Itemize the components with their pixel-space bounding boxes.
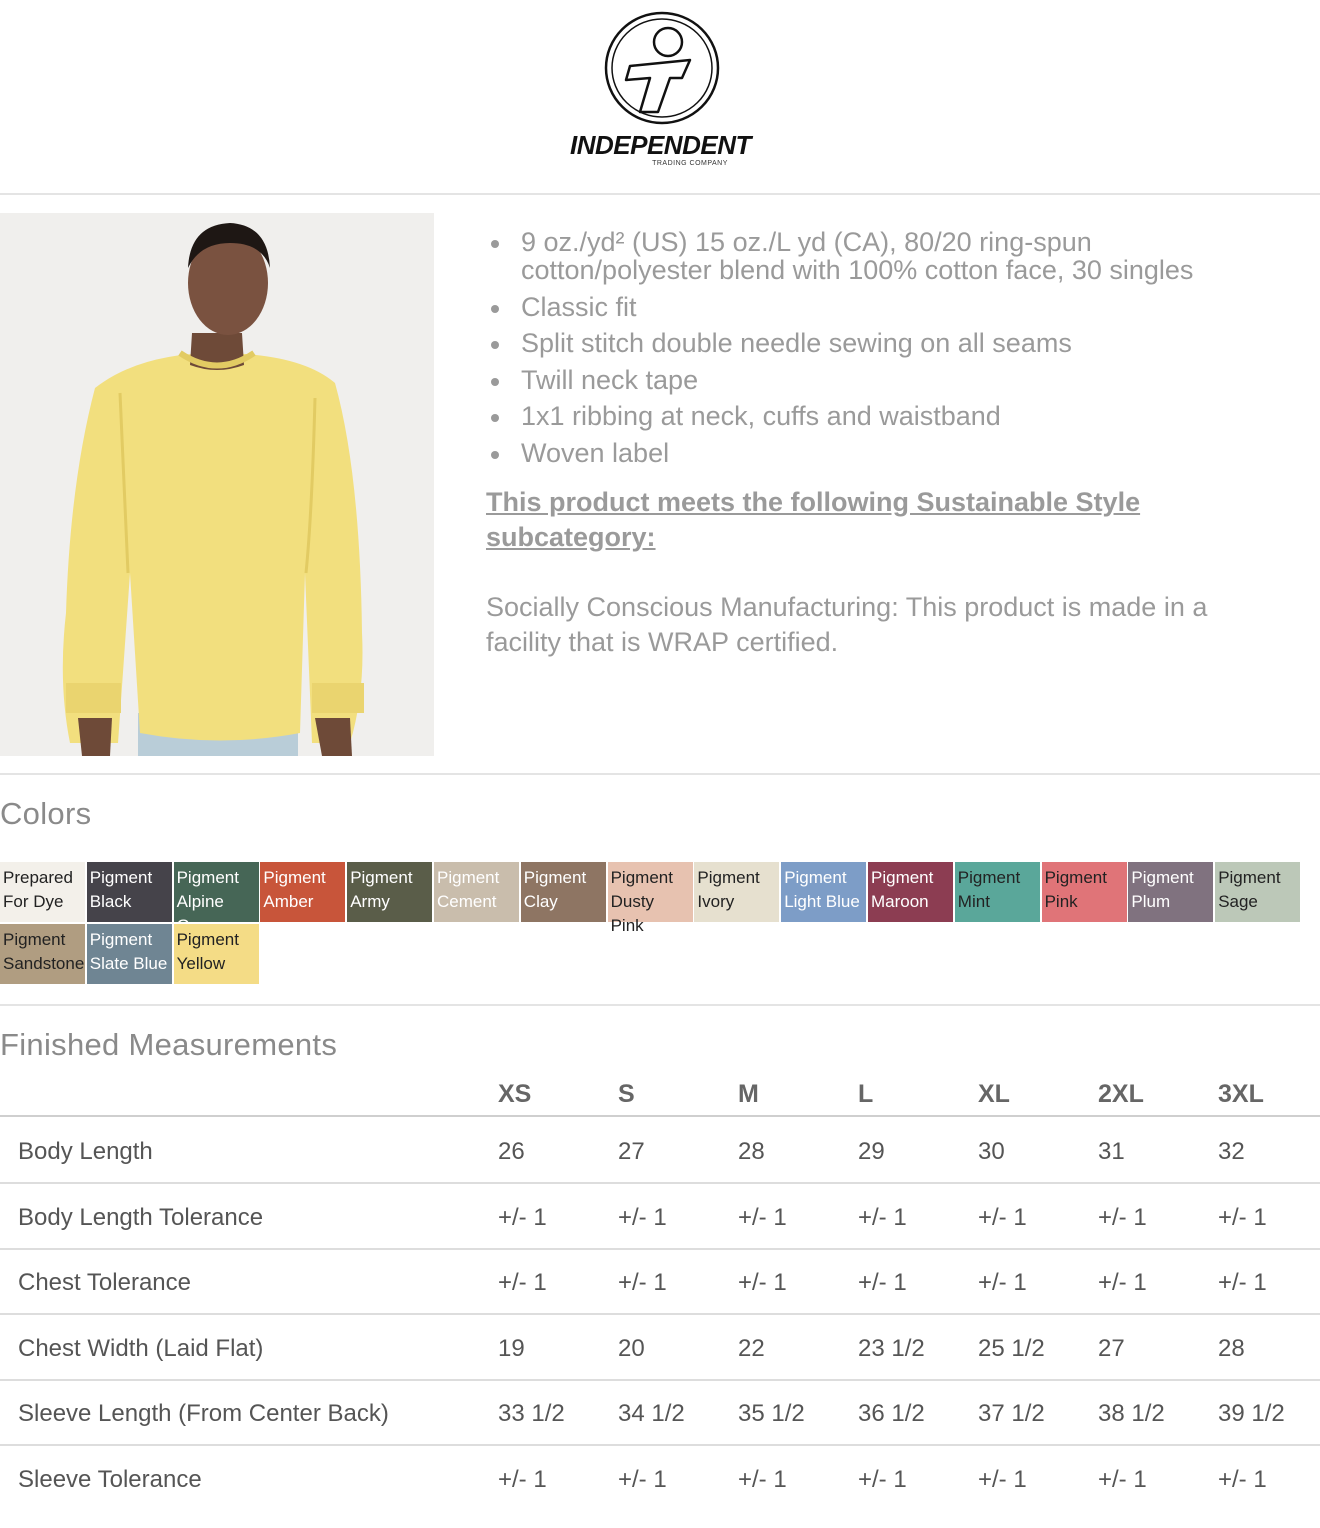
color-swatch[interactable]: Pigment Pink: [1042, 862, 1127, 922]
color-swatch[interactable]: Prepared For Dye: [0, 862, 85, 922]
row-label: Body Length: [18, 1138, 153, 1165]
table-cell: 35 1/2: [738, 1400, 805, 1427]
table-cell: +/- 1: [498, 1203, 547, 1231]
measurements-title: Finished Measurements: [0, 1027, 338, 1062]
table-cell: +/- 1: [618, 1465, 667, 1493]
row-label: Chest Width (Laid Flat): [18, 1334, 264, 1362]
table-cell: 29: [858, 1138, 885, 1165]
table-cell: +/- 1: [858, 1203, 907, 1231]
row-label: Sleeve Length (From Center Back): [18, 1400, 389, 1427]
size-header: M: [738, 1080, 759, 1108]
table-cell: 27: [1098, 1334, 1125, 1362]
sustainability-heading[interactable]: This product meets the following Sustainable Style subcategory:: [486, 487, 1141, 552]
sustainability-description: Socially Conscious Manufacturing: This product is made in a facility that is WRAP certified.: [486, 592, 1208, 657]
table-cell: 34 1/2: [618, 1400, 685, 1427]
brand-subtitle: TRADING COMPANY: [652, 160, 728, 167]
size-header: S: [618, 1080, 635, 1108]
brand-logo: [570, 8, 750, 173]
color-swatch[interactable]: Pigment Slate Blue: [87, 924, 172, 984]
table-row: [0, 1446, 1320, 1510]
table-cell: 19: [498, 1334, 525, 1362]
table-cell: +/- 1: [1218, 1465, 1267, 1493]
color-swatch[interactable]: Pigment Sandstone: [0, 924, 85, 984]
table-cell: +/- 1: [618, 1203, 667, 1231]
table-row: [0, 1249, 1320, 1313]
colors-title: Colors: [0, 796, 92, 831]
feature-item: 9 oz./yd² (US) 15 oz./L yd (CA), 80/20 ring-spun cotton/polyester blend with 100% cotton face, 30 singles: [486, 228, 1286, 284]
color-swatch[interactable]: Pigment Army: [347, 862, 432, 922]
color-swatch[interactable]: Pigment Sage: [1215, 862, 1300, 922]
color-swatch[interactable]: Pigment Amber: [260, 862, 345, 922]
feature-list: [486, 228, 1286, 475]
table-cell: 31: [1098, 1138, 1125, 1165]
row-label: Chest Tolerance: [18, 1269, 191, 1296]
table-cell: 32: [1218, 1138, 1245, 1165]
feature-item: Split stitch double needle sewing on all seams: [486, 329, 1286, 357]
size-header: XL: [978, 1080, 1010, 1108]
feature-item: Classic fit: [486, 293, 1286, 321]
table-cell: +/- 1: [618, 1269, 667, 1296]
row-label: Body Length Tolerance: [18, 1203, 264, 1231]
color-swatch[interactable]: Pigment Clay: [521, 862, 606, 922]
table-cell: 28: [1218, 1334, 1245, 1362]
table-cell: +/- 1: [978, 1203, 1027, 1231]
color-swatch[interactable]: Pigment Cement: [434, 862, 519, 922]
divider: [0, 773, 1320, 775]
feature-item: Twill neck tape: [486, 366, 1286, 394]
size-header: XS: [498, 1080, 532, 1108]
table-cell: +/- 1: [738, 1269, 787, 1296]
divider: [0, 193, 1320, 195]
table-cell: +/- 1: [1218, 1203, 1267, 1231]
table-cell: +/- 1: [978, 1269, 1027, 1296]
color-swatch[interactable]: Pigment Black: [87, 862, 172, 922]
table-cell: 33 1/2: [498, 1400, 565, 1427]
table-cell: 22: [738, 1334, 765, 1362]
row-label: Sleeve Tolerance: [18, 1465, 202, 1493]
feature-item: 1x1 ribbing at neck, cuffs and waistband: [486, 402, 1286, 430]
table-cell: +/- 1: [738, 1203, 787, 1231]
table-cell: +/- 1: [738, 1465, 787, 1493]
table-row: [0, 1184, 1320, 1248]
product-image: [0, 213, 434, 756]
color-swatch[interactable]: Pigment Ivory: [694, 862, 779, 922]
color-swatch[interactable]: Pigment Alpine: [174, 862, 259, 922]
color-swatch[interactable]: Pigment Plum: [1128, 862, 1213, 922]
size-header: 2XL: [1098, 1080, 1144, 1108]
table-cell: +/- 1: [858, 1465, 907, 1493]
table-cell: 39 1/2: [1218, 1400, 1285, 1427]
table-row: [0, 1118, 1320, 1182]
divider: [0, 1004, 1320, 1006]
brand-header: [0, 0, 1320, 193]
table-cell: 28: [738, 1138, 765, 1165]
size-header: 3XL: [1218, 1080, 1264, 1108]
color-swatch[interactable]: Pigment Mint: [955, 862, 1040, 922]
color-swatch[interactable]: Pigment Maroon: [868, 862, 953, 922]
table-cell: 38 1/2: [1098, 1400, 1165, 1427]
table-cell: +/- 1: [1218, 1269, 1267, 1296]
table-row: [0, 1380, 1320, 1444]
color-swatch[interactable]: Pigment Yellow: [174, 924, 259, 984]
table-cell: 37 1/2: [978, 1400, 1045, 1427]
table-cell: +/- 1: [498, 1269, 547, 1296]
table-cell: 26: [498, 1138, 525, 1165]
color-swatch[interactable]: Pigment Dusty Pink: [608, 862, 693, 922]
table-header-divider: [0, 1115, 1320, 1117]
table-row: [0, 1315, 1320, 1379]
table-cell: +/- 1: [1098, 1465, 1147, 1493]
table-cell: 30: [978, 1138, 1005, 1165]
table-cell: +/- 1: [1098, 1269, 1147, 1296]
feature-item: Woven label: [486, 439, 1286, 467]
table-cell: 27: [618, 1138, 645, 1165]
table-cell: 36 1/2: [858, 1400, 925, 1427]
table-cell: +/- 1: [978, 1465, 1027, 1493]
table-cell: +/- 1: [858, 1269, 907, 1296]
brand-logo-mark: [570, 8, 750, 133]
brand-name: INDEPENDENT: [570, 130, 751, 160]
color-swatch[interactable]: Pigment Light Blue: [781, 862, 866, 922]
table-cell: 20: [618, 1334, 645, 1362]
table-cell: +/- 1: [498, 1465, 547, 1493]
size-header: L: [858, 1080, 874, 1108]
table-cell: +/- 1: [1098, 1203, 1147, 1231]
table-cell: 23 1/2: [858, 1334, 925, 1362]
table-cell: 25 1/2: [978, 1334, 1045, 1362]
